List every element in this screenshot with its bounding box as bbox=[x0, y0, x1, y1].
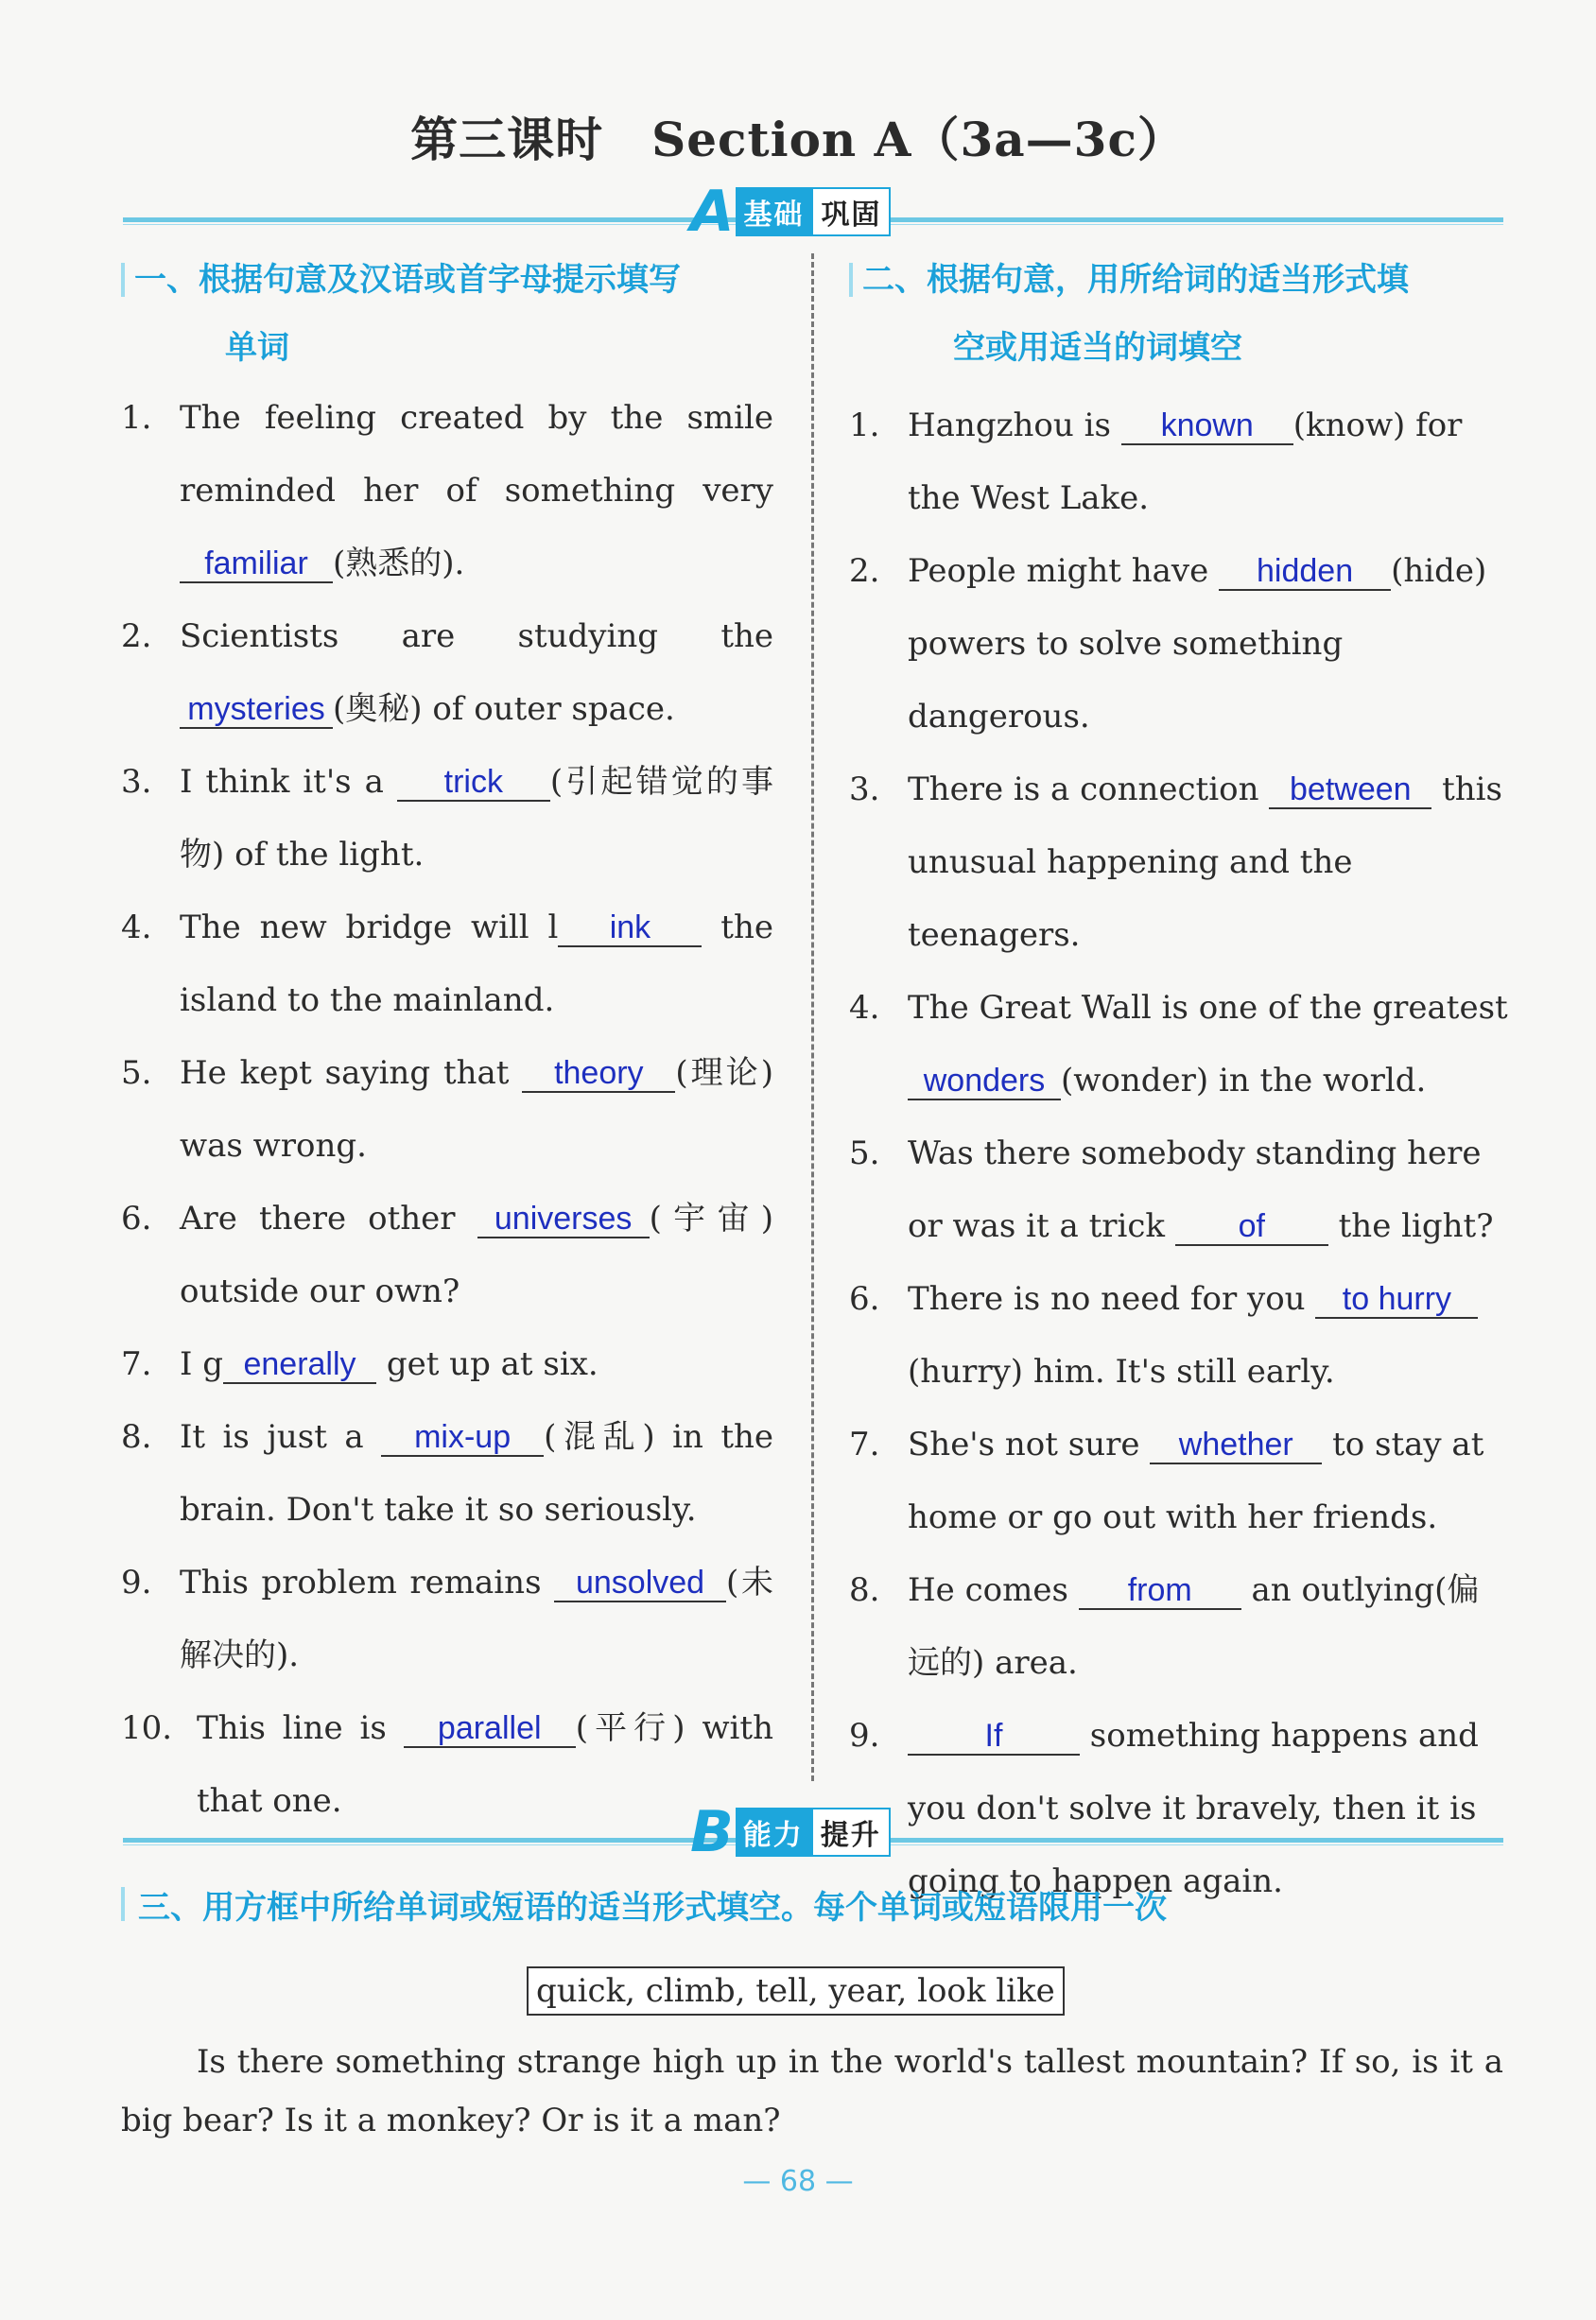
section-2 bbox=[849, 246, 1511, 1918]
question-item bbox=[121, 600, 773, 746]
question-text: The new bridge will l bbox=[180, 909, 559, 946]
question-number: 3. bbox=[121, 763, 152, 801]
question-number: 8. bbox=[121, 1418, 152, 1456]
answer-blank[interactable]: hidden bbox=[1219, 553, 1391, 591]
section-1-items bbox=[121, 382, 773, 1838]
question-text: I g bbox=[180, 1345, 224, 1383]
question-text: This problem remains bbox=[180, 1564, 555, 1601]
question-item bbox=[849, 1554, 1511, 1700]
question-text: (引起错觉的事物) of the light. bbox=[180, 763, 773, 874]
question-text: (hurry) him. It's still early. bbox=[908, 1353, 1335, 1391]
question-item bbox=[849, 972, 1511, 1117]
reading-passage: Is there something strange high up in the world's tallest mountain? If so, is it a big bear? Is it a monkey? Or is it a man? bbox=[121, 2043, 1503, 2139]
question-item bbox=[121, 1547, 773, 1692]
question-text: Hangzhou is bbox=[908, 407, 1121, 444]
question-number: 8. bbox=[849, 1571, 880, 1609]
answer-blank[interactable]: whether bbox=[1150, 1427, 1322, 1464]
question-number: 5. bbox=[849, 1134, 880, 1172]
question-number: 10. bbox=[121, 1709, 173, 1747]
answer-blank[interactable]: familiar bbox=[180, 545, 333, 583]
band-a-letter: A bbox=[690, 179, 735, 245]
question-text: (wonder) in the world. bbox=[1061, 1062, 1427, 1099]
question-text: (hide) powers to solve something dangerous. bbox=[908, 552, 1487, 736]
section-band-a bbox=[123, 179, 1503, 245]
question-number: 4. bbox=[849, 989, 880, 1027]
section-2-items bbox=[849, 390, 1511, 1918]
page-number: — 68 — bbox=[742, 2165, 854, 2198]
question-text: The Great Wall is one of the greatest bbox=[908, 989, 1508, 1027]
question-item bbox=[121, 1401, 773, 1547]
question-text: (平行) with that one. bbox=[197, 1709, 773, 1820]
page-title: 第三课时 Section A（3a—3c） bbox=[410, 112, 1186, 167]
question-text: He kept saying that bbox=[180, 1054, 523, 1092]
answer-blank[interactable]: trick bbox=[397, 764, 550, 802]
question-text: (奥秘) of outer space. bbox=[333, 690, 675, 728]
band-b-sublabel: 提升 bbox=[811, 1808, 891, 1857]
word-box: quick, climb, tell, year, look like bbox=[527, 1966, 1065, 2016]
question-item bbox=[849, 1263, 1511, 1409]
question-number: 1. bbox=[121, 399, 152, 437]
question-number: 7. bbox=[121, 1345, 152, 1383]
question-item bbox=[121, 1037, 773, 1183]
section-1 bbox=[121, 246, 773, 1838]
answer-blank[interactable]: unsolved bbox=[554, 1565, 726, 1602]
question-text: The feeling created by the smile reminded her of something very bbox=[180, 399, 773, 510]
question-number: 2. bbox=[121, 617, 152, 655]
answer-blank[interactable]: enerally bbox=[223, 1346, 376, 1384]
question-item bbox=[121, 892, 773, 1037]
question-text: (熟悉的). bbox=[333, 545, 465, 582]
question-item bbox=[121, 1183, 773, 1328]
question-number: 6. bbox=[121, 1200, 152, 1238]
question-text: (理论) was wrong. bbox=[180, 1054, 773, 1165]
band-b-label: 能力 bbox=[736, 1808, 811, 1857]
question-number: 7. bbox=[849, 1426, 880, 1463]
question-text: Scientists are studying the bbox=[180, 617, 773, 655]
answer-blank[interactable]: parallel bbox=[404, 1710, 576, 1748]
answer-blank[interactable]: from bbox=[1079, 1572, 1241, 1610]
question-text: I think it's a bbox=[180, 763, 397, 801]
band-b-letter: B bbox=[690, 1799, 734, 1865]
question-text: to stay at home or go out with her friends. bbox=[908, 1426, 1484, 1536]
question-item bbox=[121, 746, 773, 892]
band-a-sublabel: 巩固 bbox=[811, 187, 891, 236]
answer-blank[interactable]: of bbox=[1175, 1208, 1328, 1246]
question-text: (宇宙) outside our own? bbox=[180, 1200, 773, 1310]
question-text: Was there somebody standing here or was it a trick bbox=[908, 1134, 1482, 1245]
question-item bbox=[849, 1409, 1511, 1554]
band-a-label: 基础 bbox=[736, 187, 811, 236]
question-text: There is no need for you bbox=[908, 1280, 1316, 1318]
question-item bbox=[849, 1117, 1511, 1263]
question-text: People might have bbox=[908, 552, 1220, 590]
question-text: the island to the mainland. bbox=[180, 909, 773, 1019]
answer-blank[interactable]: to hurry bbox=[1315, 1281, 1478, 1319]
answer-blank[interactable]: between bbox=[1269, 771, 1431, 809]
question-item bbox=[849, 535, 1511, 753]
question-number: 9. bbox=[121, 1564, 152, 1601]
question-text: the light? bbox=[1327, 1207, 1494, 1245]
answer-blank[interactable]: wonders bbox=[908, 1063, 1061, 1100]
question-item bbox=[849, 753, 1511, 972]
question-text: There is a connection bbox=[908, 770, 1270, 808]
question-number: 6. bbox=[849, 1280, 880, 1318]
question-text: He comes bbox=[908, 1571, 1079, 1609]
question-text: this unusual happening and the teenagers. bbox=[908, 770, 1502, 954]
question-item bbox=[121, 382, 773, 600]
band-a-badge bbox=[690, 179, 891, 245]
answer-blank[interactable]: If bbox=[908, 1718, 1080, 1756]
section-1-heading: 一、根据句意及汉语或首字母提示填写 单词 bbox=[121, 246, 773, 382]
answer-blank[interactable]: ink bbox=[558, 909, 702, 947]
section-band-b bbox=[123, 1799, 1503, 1865]
question-number: 2. bbox=[849, 552, 880, 590]
band-b-badge bbox=[690, 1799, 891, 1865]
section-2-heading: 二、根据句意，用所给词的适当形式填 空或用适当的词填空 bbox=[849, 246, 1511, 382]
question-text: This line is bbox=[197, 1709, 404, 1747]
question-text: She's not sure bbox=[908, 1426, 1151, 1463]
question-text: It is just a bbox=[180, 1418, 382, 1456]
question-item bbox=[849, 390, 1511, 535]
question-number: 5. bbox=[121, 1054, 152, 1092]
section-3-heading: 三、用方框中所给单词或短语的适当形式填空。每个单词或短语限用一次 bbox=[121, 1881, 1167, 1928]
answer-blank[interactable]: universes bbox=[477, 1201, 650, 1238]
question-text: something happens and you don't solve it bravely, then it is going to happen again. bbox=[908, 1717, 1479, 1900]
question-number: 3. bbox=[849, 770, 880, 808]
answer-blank[interactable]: known bbox=[1121, 407, 1293, 445]
question-item bbox=[121, 1328, 773, 1401]
question-text: (know) for the West Lake. bbox=[908, 407, 1463, 517]
answer-blank[interactable]: theory bbox=[522, 1055, 675, 1093]
question-number: 1. bbox=[849, 407, 880, 444]
answer-blank[interactable]: mysteries bbox=[180, 691, 333, 729]
question-text: (未解决的). bbox=[180, 1564, 773, 1674]
question-number: 9. bbox=[849, 1717, 880, 1755]
question-text: get up at six. bbox=[376, 1345, 598, 1383]
question-number: 4. bbox=[121, 909, 152, 946]
answer-blank[interactable]: mix-up bbox=[381, 1419, 544, 1457]
column-divider bbox=[811, 253, 814, 1781]
question-text: an outlying(偏远的) area. bbox=[908, 1571, 1480, 1682]
question-text: Are there other bbox=[180, 1200, 477, 1238]
question-text: (混乱) in the brain. Don't take it so seriously. bbox=[180, 1418, 773, 1529]
